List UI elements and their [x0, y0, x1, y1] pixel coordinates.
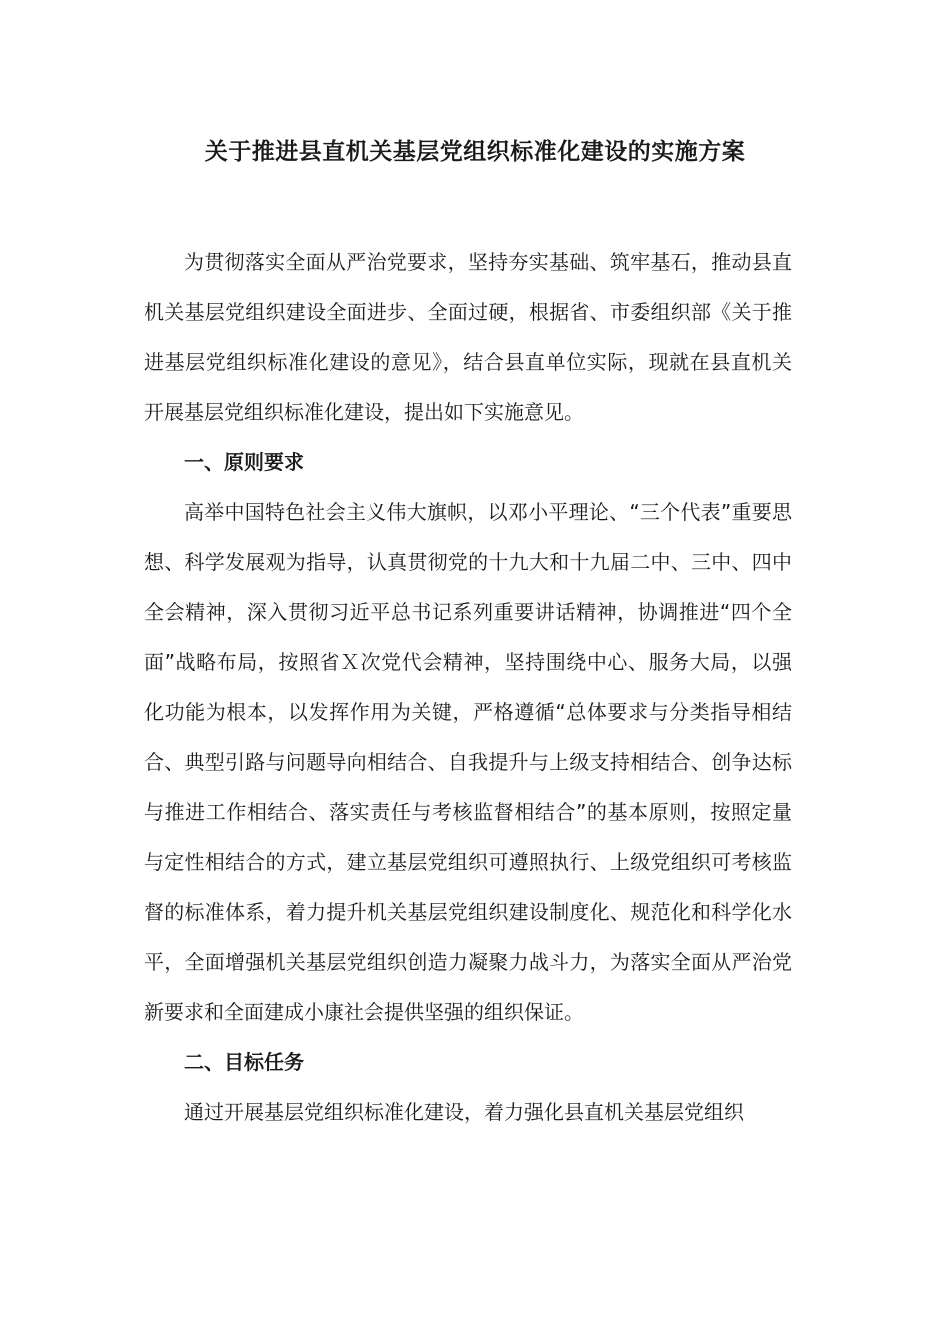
principles-paragraph: 高举中国特色社会主义伟大旗帜，以邓小平理论、“三个代表”重要思想、科学发展观为指导，认真贯彻党的十九大和十九届二中、三中、四中全会精神，深入贯彻习近平总书记系列重要讲话精神，协调推进“四个全面”战略布局，按照省Ｘ次党代会精神，坚持围绕中心、服务大局，以强化功能为根本，以发挥作用为关键，严格遵循“总体要求与分类指导相结合、典型引路与问题导向相结合、自我提升与上级支持相结合、创争达标与推进工作相结合、落实责任与考核监督相结合”的基本原则，按照定量与定性相结合的方式，建立基层党组织可遵照执行、上级党组织可考核监督的标准体系，着力提升机关基层党组织建设制度化、规范化和科学化水平，全面增强机关基层党组织创造力凝聚力战斗力，为落实全面从严治党新要求和全面建成小康社会提供坚强的组织保证。	[144, 500, 792, 1024]
document-body	[144, 237, 792, 1137]
section-heading-goals: 二、目标任务	[184, 1050, 304, 1074]
intro-paragraph: 为贯彻落实全面从严治党要求，坚持夯实基础、筑牢基石，推动县直机关基层党组织建设全面进步、全面过硬，根据省、市委组织部《关于推进基层党组织标准化建设的意见》，结合县直单位实际，现就在县直机关开展基层党组织标准化建设，提出如下实施意见。	[144, 250, 792, 424]
document-title: 关于推进县直机关基层党组织标准化建设的实施方案	[204, 139, 746, 165]
goals-paragraph: 通过开展基层党组织标准化建设，着力强化县直机关基层党组织	[184, 1100, 744, 1124]
section-heading-principles: 一、原则要求	[184, 450, 304, 474]
